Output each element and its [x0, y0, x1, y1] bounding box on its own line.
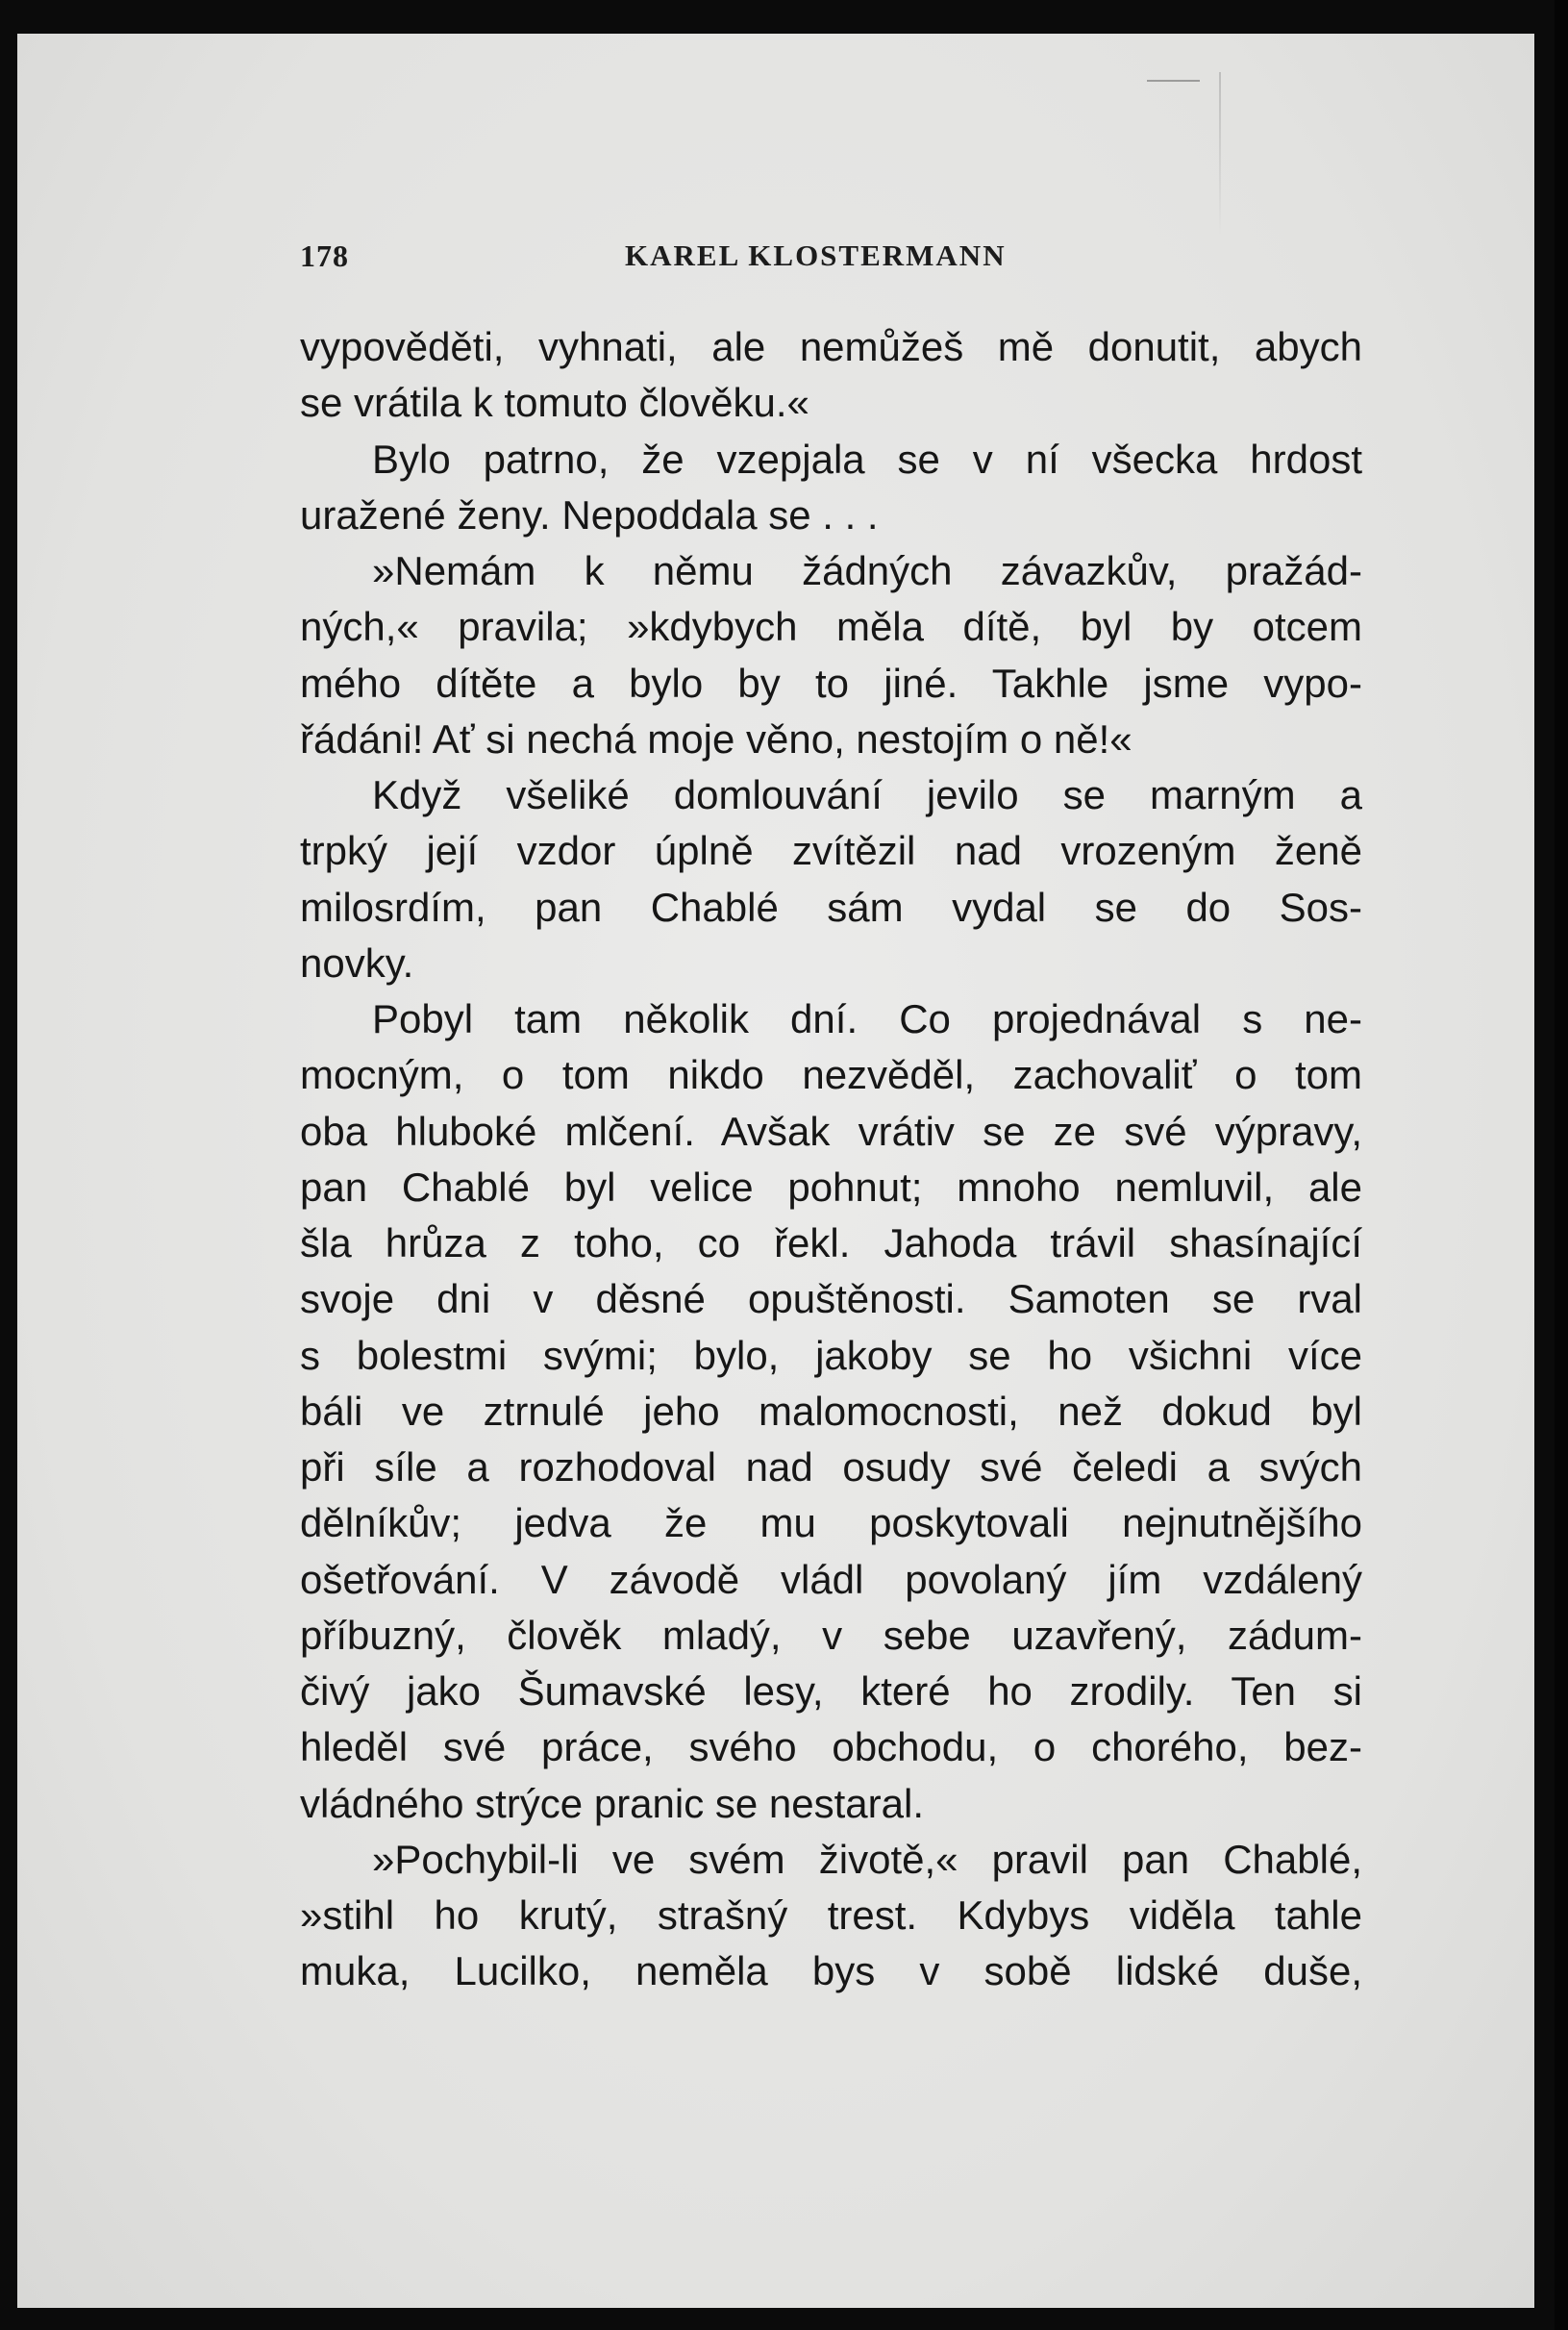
text-line: ošetřování. V závodě vládl povolaný jím vzdálený	[300, 1556, 1362, 1602]
text-line: mocným, o tom nikdo nezvěděl, zachovaliť o tom	[300, 1052, 1362, 1098]
text-line: uražené ženy. Nepoddala se . . .	[300, 491, 879, 538]
text-line: Bylo patrno, že vzepjala se v ní všecka hrdost	[372, 436, 1362, 482]
text-line: mého dítěte a bylo by to jiné. Takhle jsme vypo-	[300, 660, 1362, 706]
text-line: svoje dni v děsné opuštěnosti. Samoten se rval	[300, 1276, 1362, 1322]
book-spine-edge	[1555, 0, 1568, 2330]
text-line: Když všeliké domlouvání jevilo se marným a	[372, 772, 1362, 817]
text-line: Pobyl tam několik dní. Co projednával s ne-	[372, 996, 1362, 1041]
text-line: pan Chablé byl velice pohnut; mnoho nemluvil, ale	[300, 1164, 1362, 1210]
text-line: při síle a rozhodoval nad osudy své čeledi a svých	[300, 1444, 1362, 1490]
text-line: s bolestmi svými; bylo, jakoby se ho všichni více	[300, 1332, 1362, 1378]
text-line: šla hrůza z toho, co řekl. Jahoda trávil shasínající	[300, 1220, 1362, 1265]
text-line: vládného strýce pranic se nestaral.	[300, 1780, 925, 1826]
running-header	[300, 238, 1362, 283]
text-line: »stihl ho krutý, strašný trest. Kdybys viděla tahle	[300, 1892, 1362, 1938]
text-line: čivý jako Šumavské lesy, které ho zrodily. Ten si	[300, 1668, 1362, 1714]
text-line: vypověděti, vyhnati, ale nemůžeš mě donutit, abych	[300, 324, 1362, 369]
text-line: milosrdím, pan Chablé sám vydal se do Sos-	[300, 884, 1362, 930]
text-line: trpký její vzdor úplně zvítězil nad vrozeným ženě	[300, 828, 1362, 874]
text-line: řádáni! Ať si nechá moje věno, nestojím o ně!«	[300, 715, 1132, 762]
text-line: novky.	[300, 940, 414, 986]
text-line: ných,« pravila; »kdybych měla dítě, byl by otcem	[300, 604, 1362, 650]
text-line: muka, Lucilko, neměla bys v sobě lidské duše,	[300, 1948, 1362, 1994]
text-line: příbuzný, člověk mladý, v sebe uzavřený, zádum-	[300, 1612, 1362, 1658]
page-crease	[1219, 72, 1221, 236]
text-line: »Pochybil-li ve svém životě,« pravil pan Chablé,	[372, 1836, 1362, 1882]
body-text	[300, 319, 1362, 2000]
text-line: hleděl své práce, svého obchodu, o chorého, bez-	[300, 1724, 1362, 1770]
text-line: báli ve ztrnulé jeho malomocnosti, než dokud byl	[300, 1388, 1362, 1434]
text-line: dělníkův; jedva že mu poskytovali nejnutnějšího	[300, 1500, 1362, 1546]
running-title: KAREL KLOSTERMANN	[625, 238, 1007, 272]
text-line: oba hluboké mlčení. Avšak vrátiv se ze své výpravy,	[300, 1108, 1362, 1154]
scan-mark	[1147, 80, 1200, 82]
page-number: 178	[300, 238, 349, 273]
text-line: »Nemám k němu žádných závazkův, pražád-	[372, 548, 1362, 593]
text-line: se vrátila k tomuto člověku.«	[300, 380, 809, 426]
